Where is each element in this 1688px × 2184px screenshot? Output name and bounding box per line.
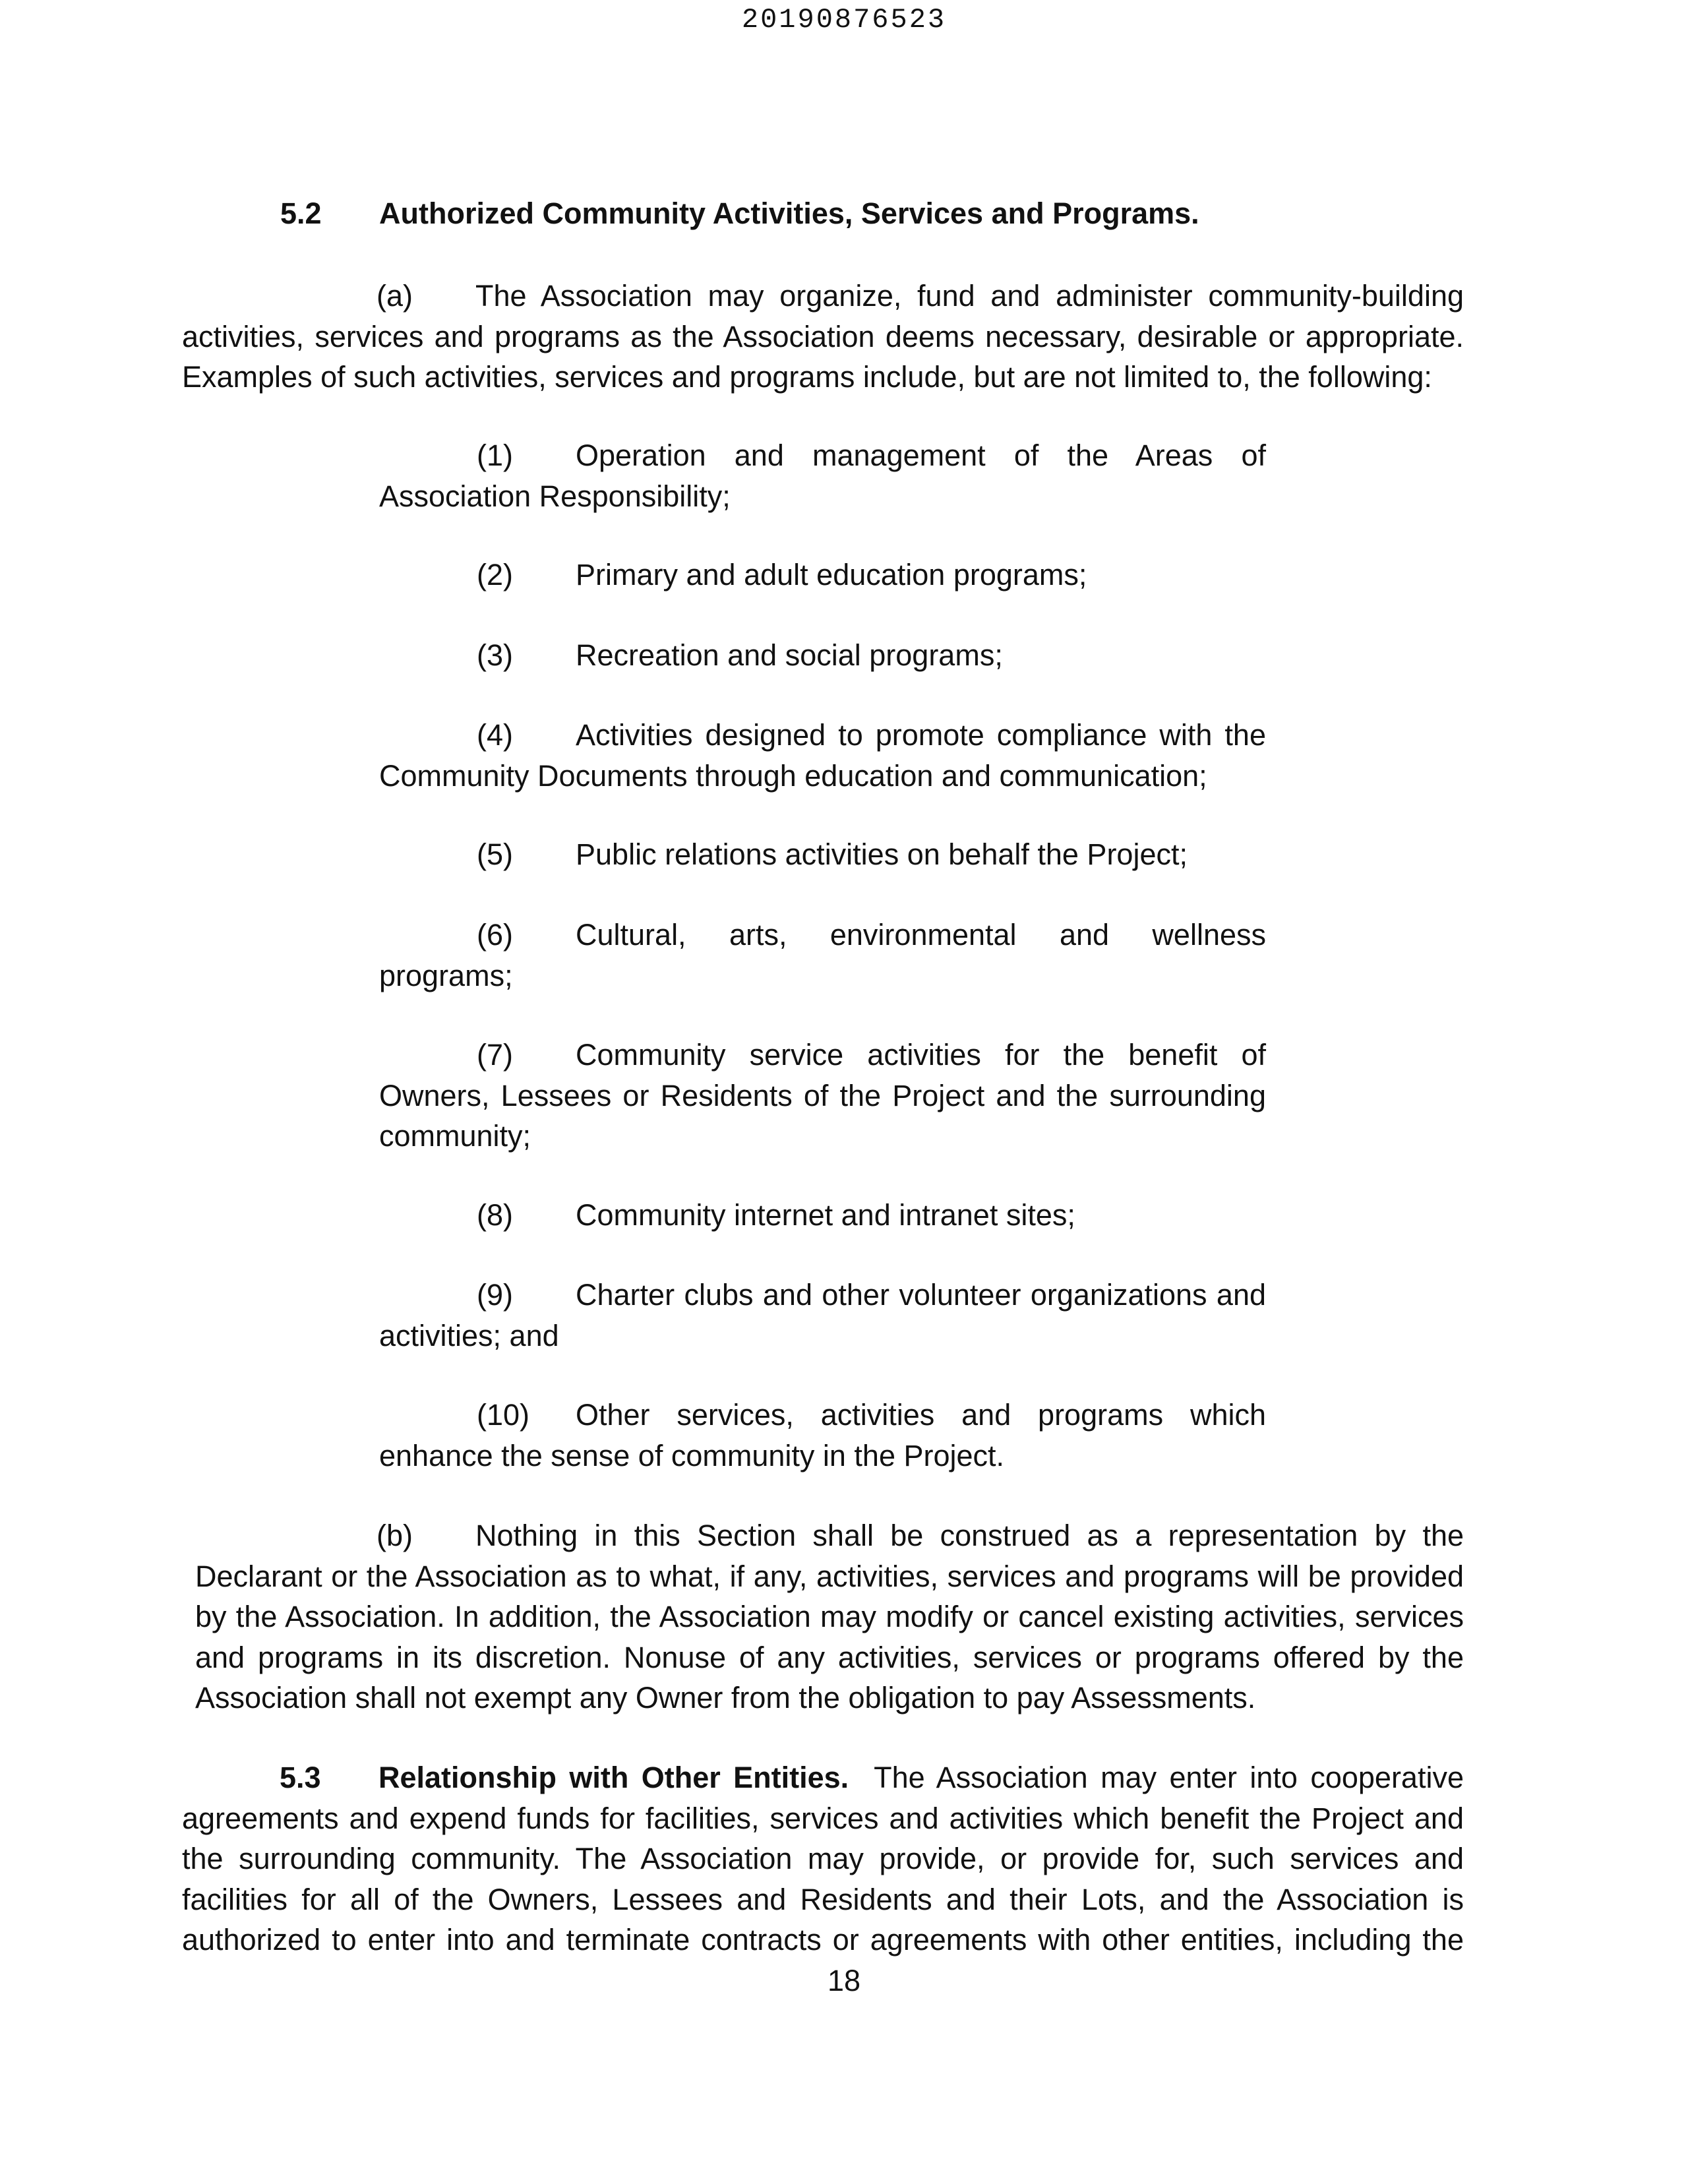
section-title: Relationship with Other Entities. — [378, 1761, 849, 1794]
list-item-label: (7) — [477, 1038, 513, 1072]
list-item-text: Activities designed to promote compliance with the Community Documents through education and communication; — [379, 718, 1266, 793]
section-number: 5.3 — [280, 1761, 321, 1794]
list-item-label: (9) — [477, 1278, 513, 1312]
list-item-text: Community internet and intranet sites; — [576, 1198, 1075, 1232]
paragraph-text: The Association may organize, fund and administer community-building activities, services and programs as the Association deems necessary, desirable or appropriate. Examples of such activities, services and programs include, but are not limited to, the following: — [182, 279, 1464, 394]
list-item-text: Cultural, arts, environmental and wellness programs; — [379, 918, 1266, 992]
list-item-label: (5) — [477, 837, 513, 871]
section-title: Authorized Community Activities, Services and Programs. — [379, 197, 1199, 230]
list-item-label: (2) — [477, 558, 513, 592]
list-item-text: Other services, activities and programs which enhance the sense of community in the Project. — [379, 1398, 1266, 1472]
list-item-label: (8) — [477, 1198, 513, 1232]
list-item — [379, 715, 1266, 796]
section-text: The Association may enter into cooperative agreements and expend funds for facilities, services and activities which benefit the Project and the surrounding community. The Association may provide, or provide for, such services and facilities for all of the Owners, Lessees and Residents and their Lots, and the Association is authorized to enter into and terminate contracts or agreements with other entities, including the — [182, 1761, 1464, 1957]
paragraph-text: Nothing in this Section shall be construed as a representation by the Declarant or the Association as to what, if any, activities, services and programs will be provided by the Association. In addition, the Association may modify or cancel existing activities, services and programs in its discretion. Nonuse of any activities, services or programs offered by the Association shall not exempt any Owner from the obligation to pay Assessments. — [195, 1519, 1464, 1714]
list-item — [379, 1035, 1266, 1157]
list-item-text: Primary and adult education programs; — [576, 558, 1087, 592]
list-item-text: Recreation and social programs; — [576, 638, 1003, 672]
list-item-text: Public relations activities on behalf the Project; — [576, 837, 1188, 871]
paragraph-label: (b) — [377, 1519, 413, 1552]
list-item — [379, 635, 1266, 676]
section-5-2-heading — [280, 197, 1199, 231]
document-number: 20190876523 — [741, 4, 947, 36]
paragraph-label: (a) — [377, 279, 413, 313]
list-item — [379, 435, 1266, 516]
list-item — [379, 834, 1266, 875]
list-item-label: (1) — [477, 439, 513, 472]
list-item-text: Charter clubs and other volunteer organizations and activities; and — [379, 1278, 1266, 1352]
paragraph-b — [195, 1515, 1464, 1718]
page-number: 18 — [827, 1964, 861, 1997]
paragraph-a — [182, 276, 1464, 398]
section-number: 5.2 — [280, 197, 322, 230]
list-item-label: (4) — [477, 718, 513, 752]
list-item — [379, 1395, 1266, 1476]
list-item-text: Operation and management of the Areas of Association Responsibility; — [379, 439, 1266, 513]
list-item-label: (10) — [477, 1398, 530, 1432]
list-item-label: (3) — [477, 638, 513, 672]
list-item-text: Community service activities for the benefit of Owners, Lessees or Residents of the Project and the surrounding community; — [379, 1038, 1266, 1153]
list-item — [379, 1275, 1266, 1356]
list-item — [379, 555, 1266, 595]
list-item-label: (6) — [477, 918, 513, 952]
list-item — [379, 915, 1266, 996]
list-item — [379, 1195, 1266, 1236]
